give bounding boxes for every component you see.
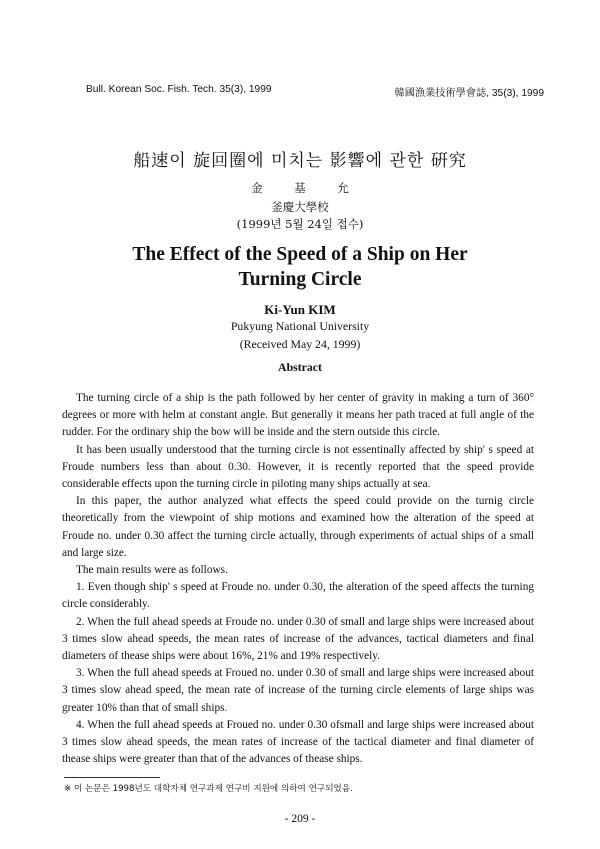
korean-received-date: (1999년 5월 24일 접수) [236,217,364,231]
abstract-paragraph: The turning circle of a ship is the path followed by her center of gravity in making a turn of 360° degrees or more with helm at constant angle. But generally it means her path traced at full angle of the rudder. For the ordinary ship the bow will be inside and the stern outside this circle. [62,392,534,439]
korean-affiliation: 釜慶大學校 [271,200,329,214]
journal-citation-header: Bull. Korean Soc. Fish. Tech. 35(3), 1999 [86,84,272,95]
korean-title: 船速이 旋回圈에 미치는 影響에 관한 硏究 [133,151,467,171]
abstract-paragraph: 1. Even though ship' s speed at Froude no. under 0.30, the alteration of the speed affects the turning circle considerably. [62,581,534,611]
page-number: - 209 - [284,813,316,825]
english-title-line-2: Turning Circle [238,269,362,290]
abstract-paragraph: 4. When the full ahead speeds at Froued no. under 0.30 ofsmall and large ships were increased about 3 times slow ahead speeds, the mean rates of increase of the tactical diameter and final diameter of thease ships were greater than that of the advances of thease ships. [62,718,534,766]
abstract-body [62,390,534,768]
abstract-heading: Abstract [278,360,322,374]
korean-journal-header: 韓國漁業技術學會誌, 35(3), 1999 [394,88,544,99]
english-title [0,242,600,292]
abstract-paragraph: The main results were as follows. [76,564,228,577]
english-affiliation: Pukyung National University [230,319,370,333]
abstract-paragraph: It has been usually understood that the turning circle is not essentinally affected by ship' s speed at Froude numbers less than about 0.30. However, it is recently reported that the speed provide considerable effects upon the turning circle in piloting many ships actually at sea. [62,443,534,491]
abstract-paragraph: 3. When the full ahead speeds at Froued no. under 0.30 of small and large ships were increased about 3 times slow ahead speed, the mean rate of increase of the turning circle elements of large ships was greater 10% than that of small ships. [62,667,534,714]
english-title-line-1: The Effect of the Speed of a Ship on Her [132,244,468,265]
abstract-paragraph: In this paper, the author analyzed what effects the speed could provide on the turnig circle theoretically from the viewpoint of ship motions and examined how the alteration of the speed at Froude no. under 0.30 affect the turning circle actually, through experiments of actual ships of a small and large size. [62,495,534,559]
english-received-date: (Received May 24, 1999) [239,337,361,351]
english-author: Ki-Yun KIM [264,302,336,317]
footnote-divider [64,777,160,778]
abstract-paragraph: 2. When the full ahead speeds at Froude no. under 0.30 of small and large ships were increased about 3 times slow ahead speeds, the mean rates of increase of the advances, tactical diameters and final diameters of thease ships were about 16%, 21% and 19% respectively. [62,615,534,663]
korean-author: 金 基 允 [251,181,349,195]
footnote: ※ 이 논문은 1998년도 대학자체 연구과제 연구비 지원에 의하여 연구되었음. [64,784,353,794]
